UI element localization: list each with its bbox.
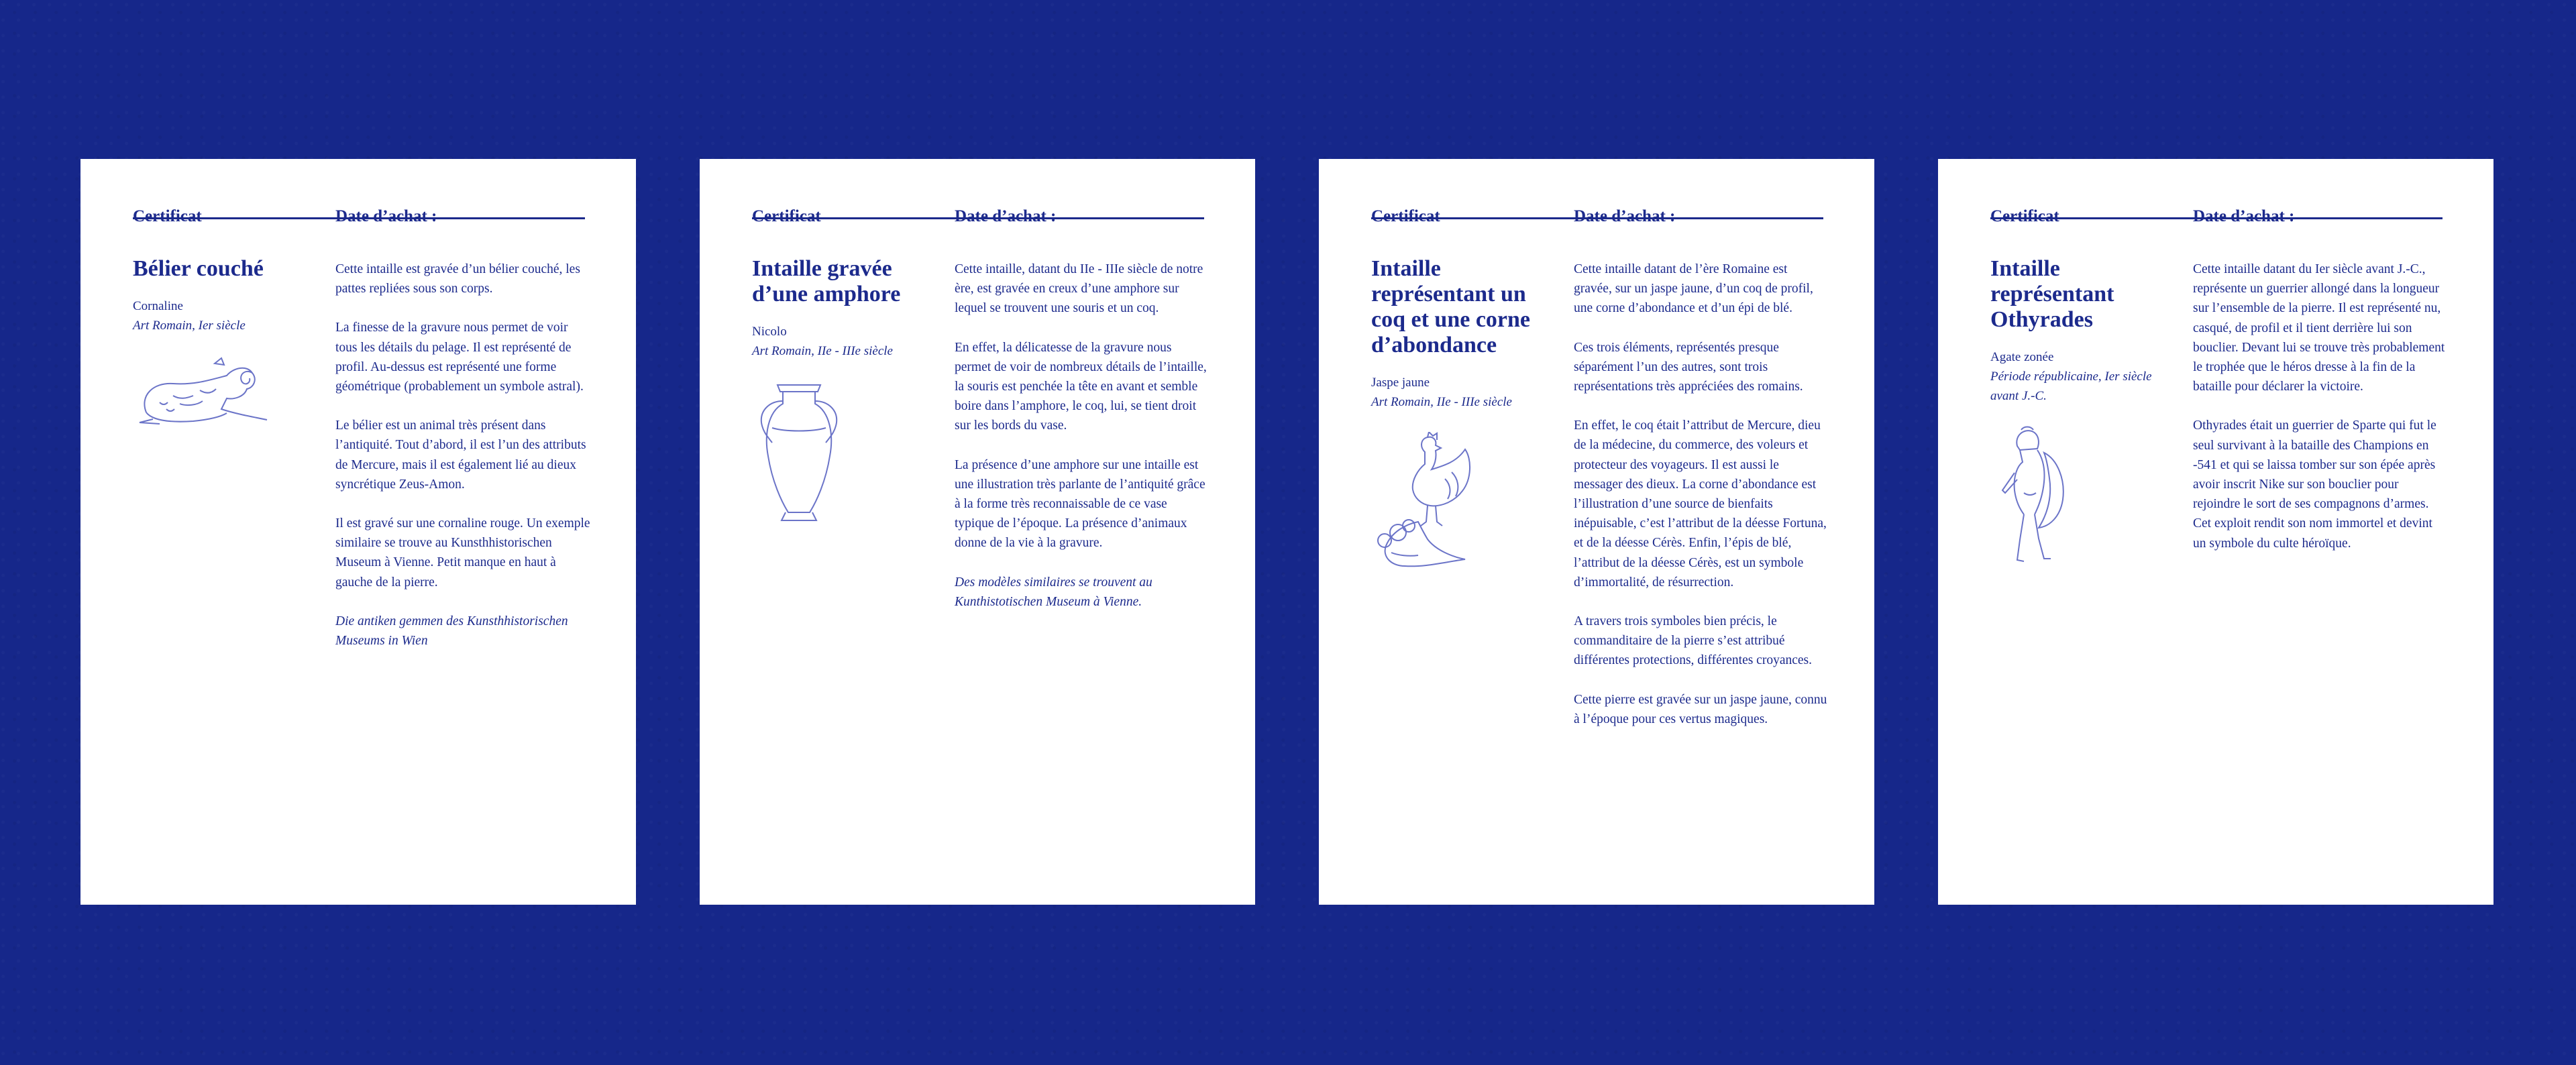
card-header <box>133 183 585 225</box>
description-paragraph: La finesse de la gravure nous permet de voir tous les détails du pelage. Il est représenté de profil. Au-dessus est représenté une forme géométrique (probablement un symbole astral). <box>335 321 584 394</box>
period: Art Romain, IIe - IIIe siècle <box>1371 395 1512 409</box>
description-paragraph: En effet, la délicatesse de la gravure nous permet de voir de nombreux détails de l’intaille, la souris est penchée la tête en avant et semble boire dans l’amphore, le coq, lui, se tient droit sur les bords du vase. <box>955 340 1207 433</box>
description-paragraph: Othyrades était un guerrier de Sparte qui fut le seul survivant à la bataille des Champions en -541 et qui se laissa tomber sur son épée après avoir inscrit Nike sur son bouclier pour rejoindre le sort de ses compagnons d’armes. Cet exploit rendit son nom immortel et devint un symbole du culte héroïque. <box>2193 418 2436 551</box>
stone-material: Agate zonée <box>1990 350 2054 364</box>
certificate-card <box>1319 159 1874 905</box>
description-paragraph: A travers trois symboles bien précis, le commanditaire de la pierre s’est attribué différentes protections, différentes croyances. <box>1574 614 1813 668</box>
reference-note: Die antiken gemmen des Kunsthhistorischen Museums in Wien <box>335 614 568 649</box>
card-header <box>752 183 1204 225</box>
description-paragraph: Il est gravé sur une cornaline rouge. Un exemple similaire se trouve au Kunsthhistorischen Museum à Vienne. Petit manque en haut à gauche de la pierre. <box>335 516 590 590</box>
period: Art Romain, Ier siècle <box>133 319 246 333</box>
certificate-card <box>1938 159 2493 905</box>
certificat-label: Certificat <box>752 207 821 225</box>
description-paragraph: Cette pierre est gravée sur un jaspe jaune, connu à l’époque pour ces vertus magiques. <box>1574 692 1827 726</box>
certificate-card <box>700 159 1255 905</box>
card-title: Intaille représentant un coq et une corne d’abondance <box>1371 256 1531 357</box>
description-paragraph: Cette intaille datant de l’ère Romaine est gravée, sur un jaspe jaune, d’un coq de profil, une corne d’abondance et d’un épi de blé. <box>1574 262 1813 316</box>
stone-material: Nicolo <box>752 325 787 339</box>
purchase-date-label: Date d’achat : <box>1574 207 1676 225</box>
period: Art Romain, IIe - IIIe siècle <box>752 344 893 358</box>
period: Période républicaine, Ier siècle avant J.-C. <box>1990 370 2152 403</box>
purchase-date-label: Date d’achat : <box>335 207 437 225</box>
card-title: Intaille représentant Othyrades <box>1990 256 2114 332</box>
reference-note: Des modèles similaires se trouvent au Kunthistotischen Museum à Vienne. <box>955 575 1152 609</box>
amphora-icon <box>752 381 846 525</box>
purchase-date-label: Date d’achat : <box>2193 207 2295 225</box>
warrior-icon <box>1990 426 2071 570</box>
stone-material: Jaspe jaune <box>1371 376 1430 390</box>
card-header <box>1990 183 2443 225</box>
ram-icon <box>133 355 274 433</box>
certificat-label: Certificat <box>1990 207 2059 225</box>
rooster-icon <box>1371 432 1485 576</box>
description-paragraph: La présence d’une amphore sur une intaille est une illustration très parlante de l’antiquité grâce à la forme très reconnaissable de ce vase typique de l’époque. La présence d’animaux donne de la vie à la gravure. <box>955 457 1205 551</box>
purchase-date-label: Date d’achat : <box>955 207 1057 225</box>
card-title: Intaille gravée d’une amphore <box>752 256 901 306</box>
description-paragraph: Cette intaille datant du Ier siècle avant J.-C., représente un guerrier allongé dans la longueur sur l’ensemble de la pierre. Il est représenté nu, casqué, de profil et il tient derrière lui son bouclier. Devant lui se trouve très probablement le trophée que le héros dresse à la fin de la bataille pour déclarer la victoire. <box>2193 262 2445 394</box>
certificat-label: Certificat <box>133 207 202 225</box>
certificate-card <box>80 159 636 905</box>
description-paragraph: Ces trois éléments, représentés presque séparément l’un des autres, sont trois représentations très appréciées des romains. <box>1574 340 1803 394</box>
description-paragraph: Le bélier est un animal très présent dans l’antiquité. Tout d’abord, il est l’un des attributs de Mercure, mais il est également lié au dieux syncrétique Zeus-Amon. <box>335 418 586 492</box>
description-paragraph: Cette intaille est gravée d’un bélier couché, les pattes repliées sous son corps. <box>335 262 580 296</box>
description-paragraph: En effet, le coq était l’attribut de Mercure, dieu de la médecine, du commerce, des voleurs et protecteur des voyageurs. Il est aussi le messager des dieux. La corne d’abondance est l’illustration d’une source de bienfaits inépuisable, c’est l’attribut de la déesse Fortuna, et de la déesse Cérès. Enfin, l’épis de blé, l’attribut de la déesse Cérès, est un symbole d’immortalité, de résurrection. <box>1574 418 1827 590</box>
certificat-label: Certificat <box>1371 207 1440 225</box>
card-header <box>1371 183 1823 225</box>
description-paragraph: Cette intaille, datant du IIe - IIIe siècle de notre ère, est gravée en creux d’une amphore sur lequel se trouvent une souris et un coq. <box>955 262 1203 316</box>
stone-material: Cornaline <box>133 299 183 313</box>
card-title: Bélier couché <box>133 256 264 281</box>
